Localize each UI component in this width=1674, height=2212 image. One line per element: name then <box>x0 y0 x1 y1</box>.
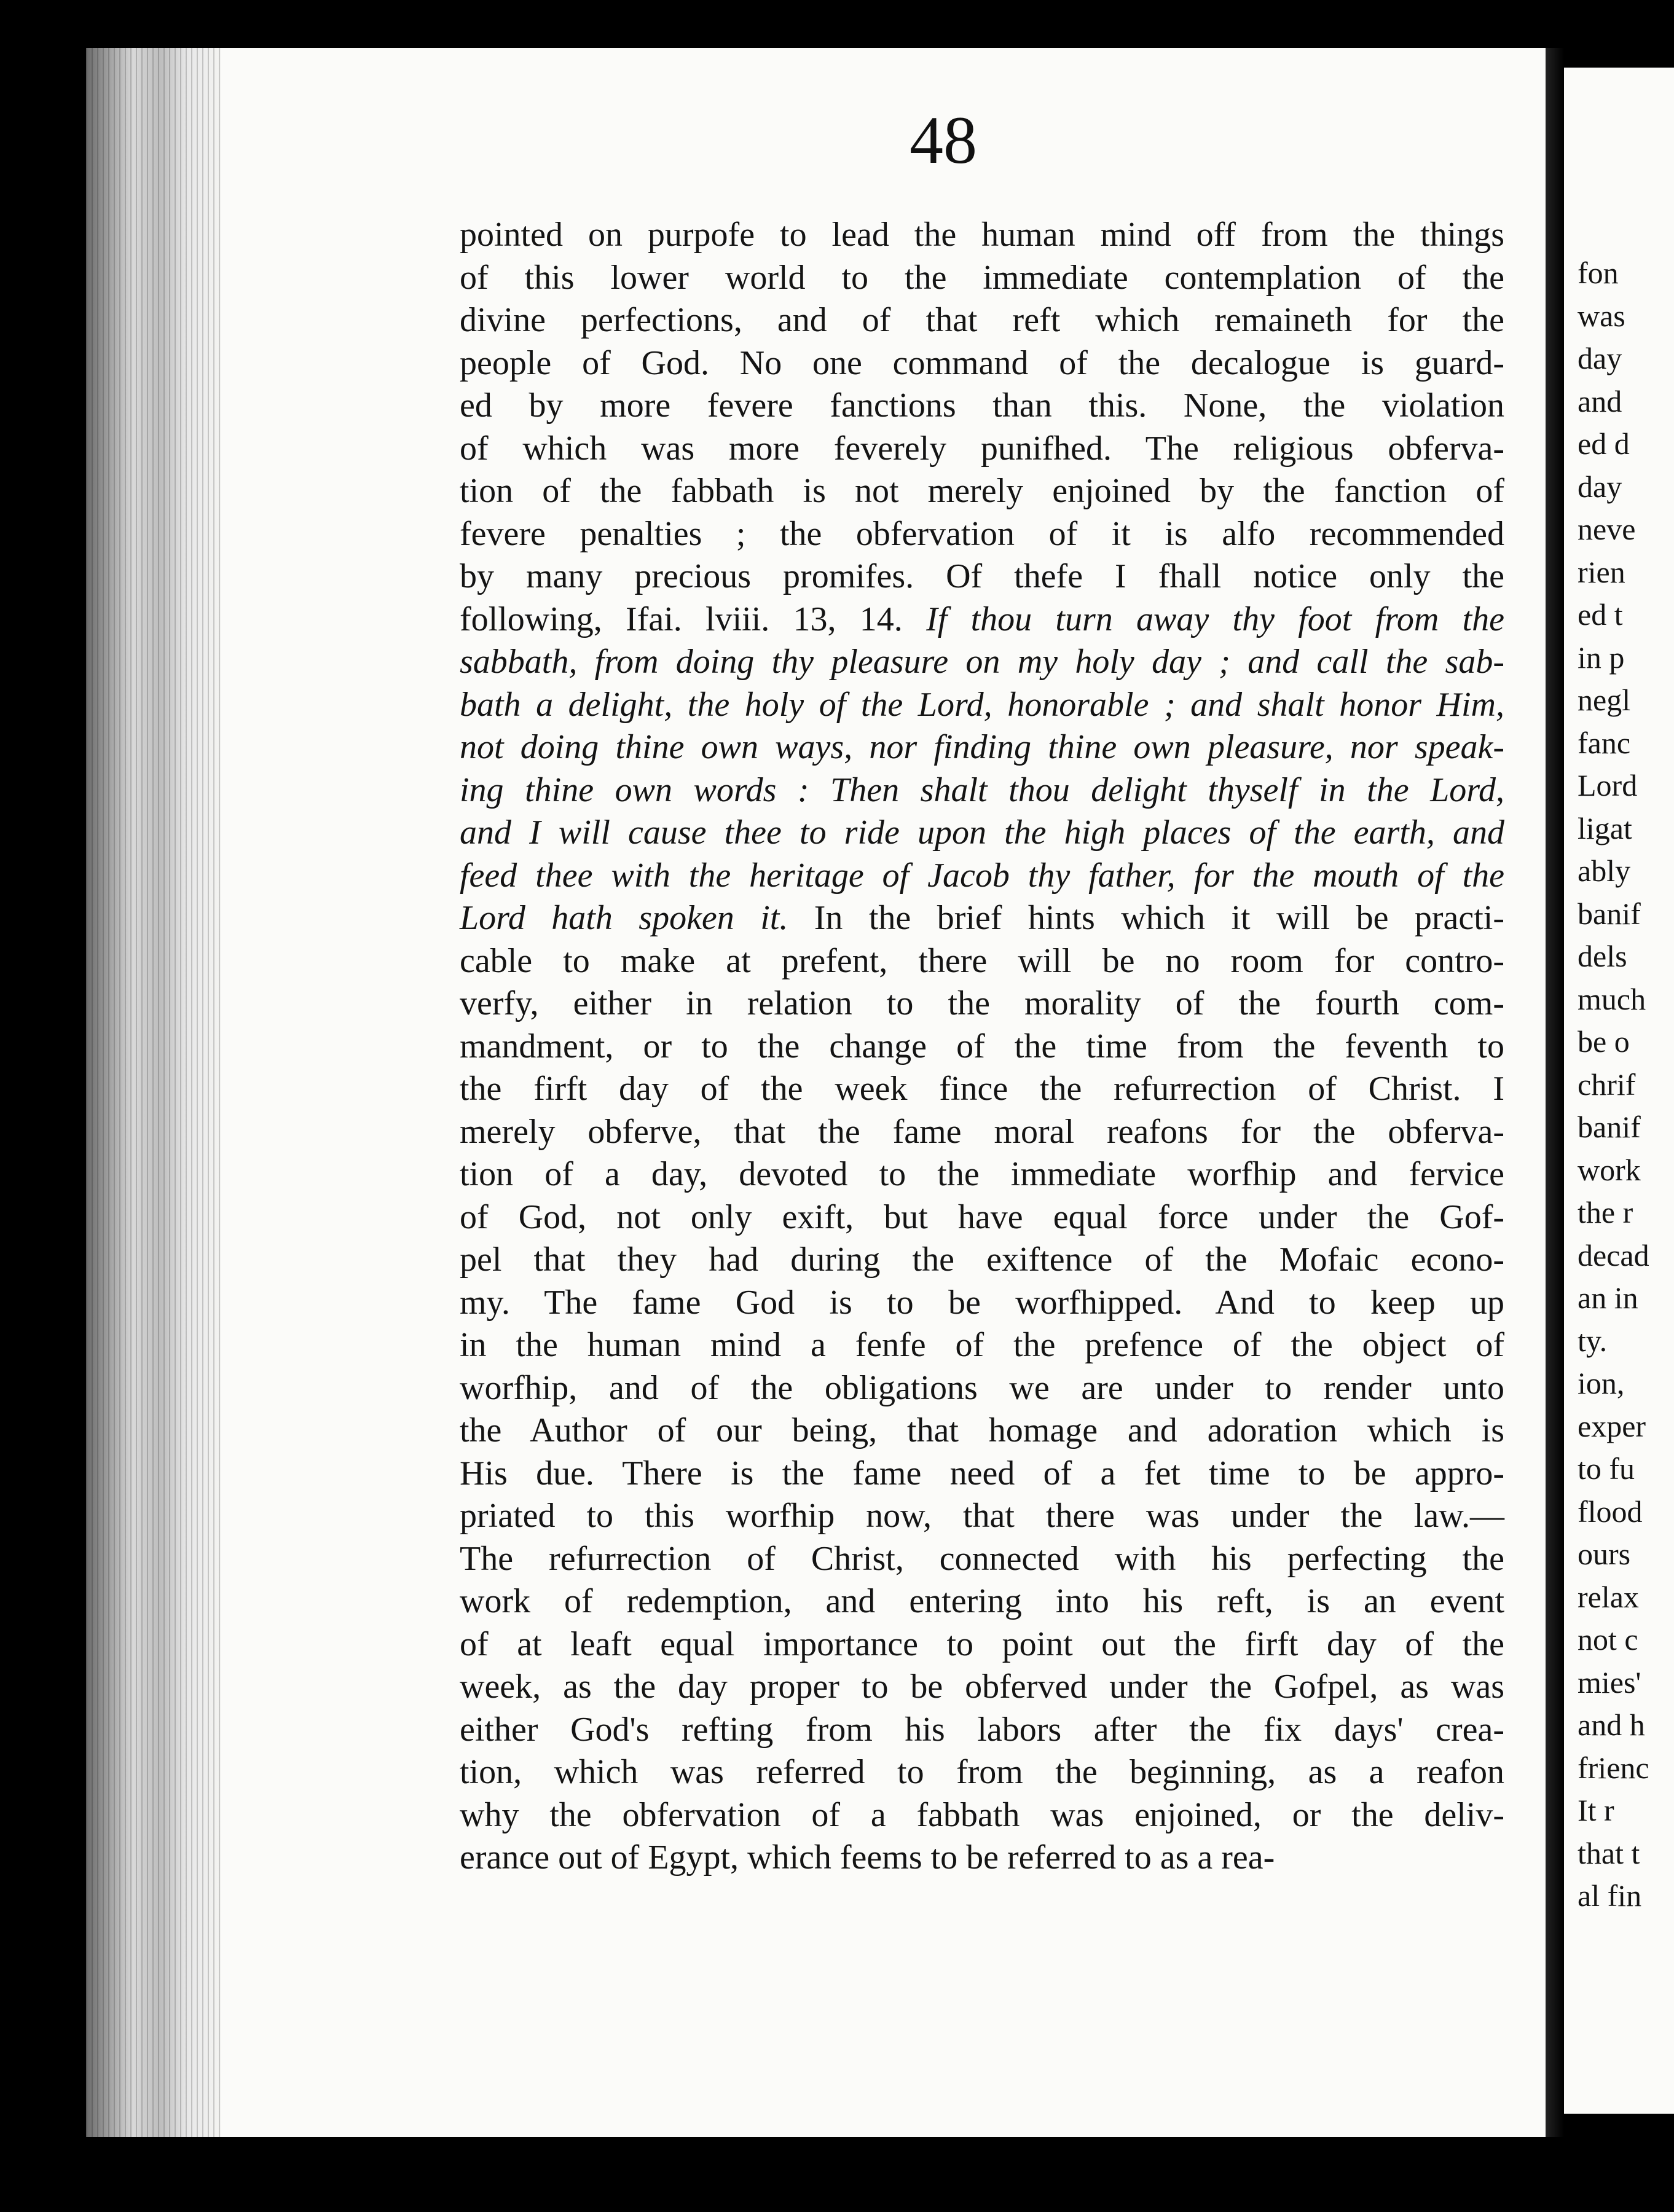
text-line: feed thee with the heritage of Jacob thy father, for the mouth of the <box>460 856 1504 895</box>
facing-text-line: fanc <box>1578 725 1631 760</box>
text-line: of this lower world to the immediate contemplation of the <box>460 258 1504 297</box>
facing-text-line: ty. <box>1578 1323 1608 1358</box>
facing-text-line: to fu <box>1578 1451 1635 1486</box>
text-line: the firft day of the week fince the refurrection of Christ. I <box>460 1070 1504 1108</box>
facing-text-line: dels <box>1578 939 1627 973</box>
text-line: worfhip, and of the obligations we are under to render unto <box>460 1368 1504 1407</box>
facing-text-line: al fin <box>1578 1878 1642 1913</box>
text-line: of God, not only exift, but have equal force under the Gof- <box>460 1198 1504 1236</box>
text-line: not doing thine own ways, nor finding thine own pleasure, nor speak- <box>460 728 1504 766</box>
text-line: Lord hath spoken it. In the brief hints which it will be practi- <box>460 899 1504 937</box>
text-line: merely obferve, that the fame moral reafons for the obferva- <box>460 1112 1504 1151</box>
facing-text-line: ably <box>1578 853 1631 888</box>
text-line: ing thine own words : Then shalt thou delight thyself in the Lord, <box>460 771 1504 809</box>
text-line: of which was more feverely punifhed. The religious obferva- <box>460 429 1504 468</box>
facing-text-line: and h <box>1578 1708 1645 1742</box>
text-line: priated to this worfhip now, that there was under the law.— <box>460 1497 1504 1535</box>
facing-text-line: ours <box>1578 1537 1631 1571</box>
facing-text-line: be o <box>1578 1024 1630 1059</box>
facing-text-line: ed d <box>1578 426 1630 461</box>
text-line: ed by more fevere fanctions than this. None, the violation <box>460 386 1504 425</box>
text-line: work of redemption, and entering into his reft, is an event <box>460 1582 1504 1620</box>
text-line: verfy, either in relation to the morality of the fourth com- <box>460 984 1504 1022</box>
facing-text-line: mies' <box>1578 1665 1641 1700</box>
facing-text-line: flood <box>1578 1494 1643 1529</box>
facing-text-line: Lord <box>1578 768 1638 802</box>
facing-text-line: rien <box>1578 554 1625 589</box>
text-line: bath a delight, the holy of the Lord, honorable ; and shalt honor Him, <box>460 685 1504 724</box>
text-line: week, as the day proper to be obferved under the Gofpel, as was <box>460 1668 1504 1706</box>
text-line: divine perfections, and of that reft which remaineth for the <box>460 301 1504 339</box>
facing-text-line: banif <box>1578 896 1641 931</box>
book-gutter <box>1546 48 1564 2137</box>
facing-page-text <box>1578 252 1649 1918</box>
facing-text-line: and <box>1578 383 1622 418</box>
page-number: 48 <box>910 103 977 178</box>
text-line: fevere penalties ; the obfervation of it is alfo recommended <box>460 514 1504 553</box>
text-line: the Author of our being, that homage and adoration which is <box>460 1411 1504 1449</box>
text-line: mandment, or to the change of the time from the feventh to <box>460 1027 1504 1065</box>
text-line: my. The fame God is to be worfhipped. And to keep up <box>460 1283 1504 1322</box>
text-line: why the obfervation of a fabbath was enjoined, or the deliv- <box>460 1795 1504 1834</box>
facing-text-line: banif <box>1578 1110 1641 1144</box>
text-line: by many precious promifes. Of thefe I fhall notice only the <box>460 557 1504 595</box>
facing-text-line: chrif <box>1578 1067 1636 1102</box>
facing-text-line: day <box>1578 341 1622 375</box>
text-line: either God's refting from his labors after the fix days' crea- <box>460 1710 1504 1749</box>
facing-text-line: in p <box>1578 640 1625 675</box>
facing-text-line: an in <box>1578 1281 1638 1315</box>
facing-text-line: the r <box>1578 1195 1633 1230</box>
facing-text-line: not c <box>1578 1622 1638 1657</box>
facing-text-line: It r <box>1578 1793 1614 1827</box>
text-line: people of God. No one command of the decalogue is guard- <box>460 343 1504 382</box>
facing-text-line: was <box>1578 298 1625 333</box>
facing-text-line: decad <box>1578 1237 1649 1273</box>
facing-text-line: much <box>1578 981 1646 1016</box>
text-line: The refurrection of Christ, connected with his perfecting the <box>460 1539 1504 1578</box>
text-line: pointed on purpofe to lead the human mind off from the things <box>460 216 1504 254</box>
text-line: cable to make at prefent, there will be no room for contro- <box>460 941 1504 980</box>
text-line: tion of the fabbath is not merely enjoined by the fanction of <box>460 472 1504 510</box>
facing-text-line: exper <box>1578 1408 1646 1443</box>
text-line: erance out of Egypt, which feems to be referred to as a rea- <box>460 1838 1275 1877</box>
facing-text-line: ligat <box>1578 810 1632 845</box>
facing-page <box>1564 68 1674 2114</box>
text-line: of at leaft equal importance to point out the firft day of the <box>460 1625 1504 1663</box>
text-line: following, Ifai. lviii. 13, 14. If thou turn away thy foot from the <box>460 600 1505 638</box>
facing-text-line: frienc <box>1578 1750 1649 1785</box>
body-text <box>460 214 1504 1880</box>
page-edge-stack <box>86 48 221 2137</box>
facing-text-line: work <box>1578 1152 1641 1187</box>
facing-text-line: neve <box>1578 512 1636 546</box>
text-line: tion, which was referred to from the beginning, as a reafon <box>460 1753 1504 1791</box>
facing-text-line: that t <box>1578 1835 1640 1870</box>
text-line: His due. There is the fame need of a fet time to be appro- <box>460 1454 1504 1492</box>
text-line: in the human mind a fenfe of the prefence of the object of <box>460 1326 1504 1364</box>
text-line: sabbath, from doing thy pleasure on my holy day ; and call the sab- <box>460 643 1504 681</box>
text-line: and I will cause thee to ride upon the high places of the earth, and <box>460 814 1504 852</box>
facing-text-line: negl <box>1578 683 1631 717</box>
facing-text-line: ion, <box>1578 1366 1625 1400</box>
text-line: tion of a day, devoted to the immediate worfhip and fervice <box>460 1155 1504 1193</box>
facing-text-line: relax <box>1578 1579 1639 1614</box>
text-line: pel that they had during the exiftence of the Mofaic econo- <box>460 1241 1504 1279</box>
facing-text-line: day <box>1578 469 1622 504</box>
facing-text-line: ed t <box>1578 597 1623 632</box>
facing-text-line: fon <box>1578 256 1619 290</box>
